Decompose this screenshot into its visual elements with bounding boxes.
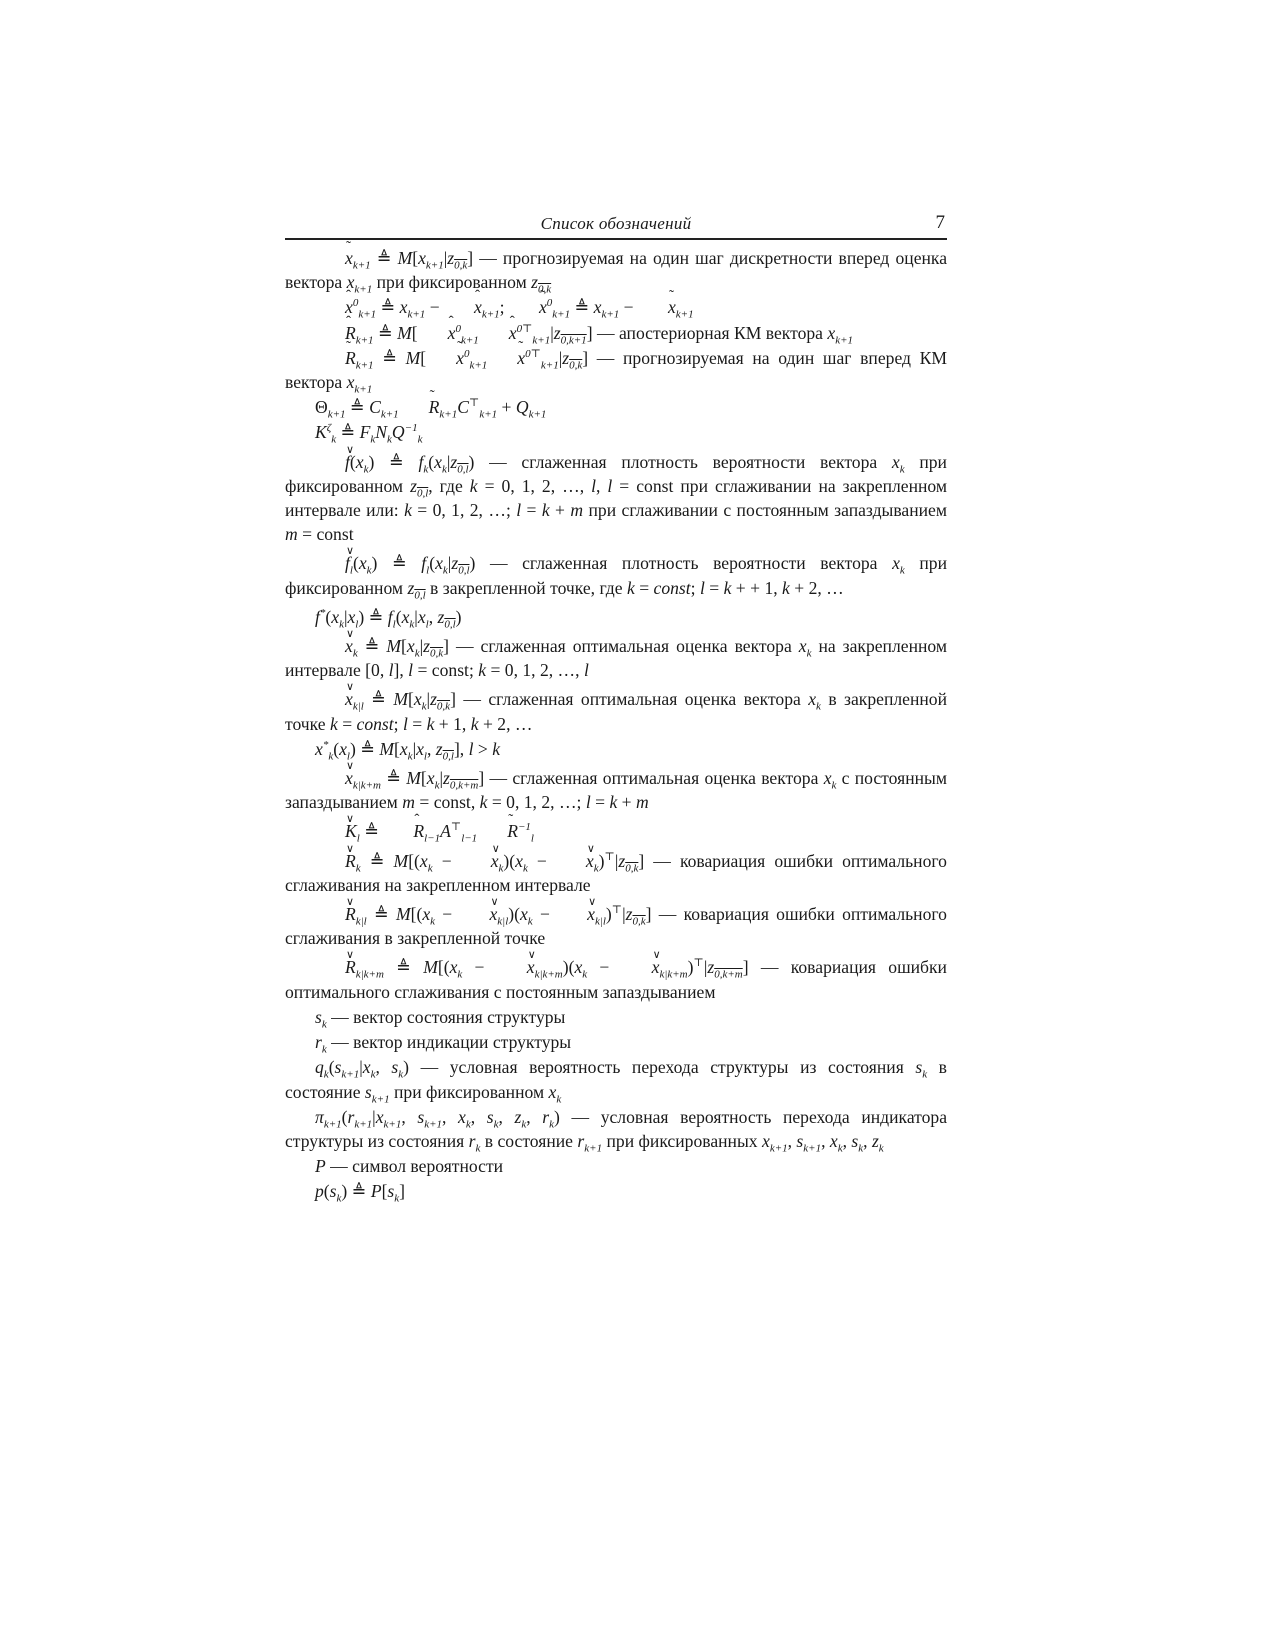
entry-text: в состояние bbox=[484, 1130, 573, 1151]
notation-entry: ∨ $R_{k|l}$ ≜ $M[(x_k$ − ∨ $x_{k|l})(x_k$ − ∨ $x_{k|l})^⊤|z_{0,k}$] — ковариация ошибки оптимального сглаживания в закрепленной точке bbox=[285, 902, 947, 950]
document-page bbox=[285, 214, 947, 1205]
page-number: 7 bbox=[935, 212, 945, 233]
notation-entry: $s_k$ — вектор состояния структуры bbox=[315, 1006, 566, 1031]
entry-text: в состояние bbox=[285, 1057, 947, 1102]
const-symbol: const bbox=[636, 475, 674, 496]
entry-text: — сглаженная плотность вероятности вектора bbox=[489, 451, 878, 472]
notation-entry: $\pi_{k+1}(r_{k+1}|x_{k+1}$, $s_{k+1}$, $x_k$, $s_k$, $z_k$, $r_k$) — условная вероятность перехода индикатора структуры из состояния $r_k$ в состояние $r_{k+1}$ при фиксированных $x_{k+1}$, $s_{k+1}$, $x_k$, $s_k$, $z_k$ bbox=[285, 1106, 948, 1155]
entry-text: при сглаживании с постоянным запаздыванием bbox=[588, 500, 947, 521]
entry-text: — условная вероятность перехода индикатора структуры из состояния bbox=[285, 1106, 948, 1151]
notation-entry: ∨ $x_{k|l}$ ≜ $M[x_k|z_{0,k}]$ — сглаженная оптимальная оценка вектора $x_k$ в закрепленной точке k = const; l = k + 1, k + 2, … bbox=[285, 687, 947, 735]
entry-text: при фиксированном bbox=[376, 272, 527, 293]
notation-entry: ∨ $f(x_k)$ ≜ $f_k(x_k|z_{0,l})$ — сглаженная плотность вероятности вектора $x_k$ при фиксированном $z_{0,l}$, где k = 0, 1, 2, …, l, l = const при сглаживании на закрепленном интервале или: k = 0, 1, 2, …; l = k + m при сглаживании с постоянным запаздыванием m = const bbox=[285, 450, 947, 547]
entry-text: — апостериорная КМ вектора bbox=[596, 322, 823, 343]
running-head bbox=[285, 214, 947, 240]
notation-entry: ˆ $x^0_{k+1}$ ≜ $x_{k+1}$ − ˆ $x_{k+1}$; ˜ $x^0_{k+1}$ ≜ $x_{k+1}$ − ˜ $x_{k+1}$ bbox=[285, 295, 947, 319]
entry-text: при фиксированном bbox=[285, 451, 947, 496]
entry-text: — символ вероятности bbox=[330, 1156, 504, 1177]
entry-text: — ковариация ошибки оптимального сглаживания с постоянным запаздыванием bbox=[285, 957, 947, 1002]
notation-entry: $\Theta_{k+1}$ ≜ $C_{k+1}˜$ $R_{k+1}C^⊤_{k+1} + Q_{k+1}$ bbox=[285, 395, 947, 419]
entry-text: — сглаженная оптимальная оценка вектора bbox=[455, 636, 792, 657]
entry-text: с постоянным запаздыванием bbox=[285, 768, 947, 813]
entry-text: — прогнозируемая на один шаг дискретности вперед оценка вектора bbox=[285, 248, 948, 293]
entry-text: — ковариация ошибки оптимального сглаживания в закрепленной точке bbox=[285, 904, 947, 949]
entry-text: в закрепленной точке, где bbox=[430, 577, 623, 598]
entry-text: — вектор состояния структуры bbox=[331, 1006, 566, 1027]
notation-entry: P — символ вероятности bbox=[315, 1156, 504, 1177]
entry-text: где bbox=[439, 475, 463, 496]
const-symbol: const bbox=[433, 792, 471, 813]
entry-text: в закрепленной точке bbox=[285, 689, 947, 734]
notation-entry: ˜ $x_{k+1}$ ≜ $M[x_{k+1}|z_{0,k}]$ — прогнозируемая на один шаг дискретности вперед оценка вектора $x_{k+1}$ при фиксированном $z_{0,k}$ bbox=[285, 246, 947, 294]
notation-entry: ˜ $R_{k+1}$ ≜ M[˜ $x^0_{k+1}˜$ $x^{0⊤}_{k+1}|z_{0,k}$] — прогнозируемая на один шаг вперед КМ вектора $x_{k+1}$ bbox=[285, 346, 947, 394]
entry-text: — сглаженная оптимальная оценка вектора bbox=[489, 768, 819, 789]
notation-entry: ∨ $x_k$ ≜ $M[x_k|z_{0,k}]$ — сглаженная оптимальная оценка вектора $x_k$ на закрепленном интервале [0, l], l = const; k = 0, 1, 2, …, l bbox=[285, 634, 947, 682]
entry-text: — вектор индикации структуры bbox=[331, 1032, 572, 1053]
entry-text: при фиксированном bbox=[394, 1081, 545, 1102]
entry-text: при фиксированных bbox=[606, 1130, 758, 1151]
entry-text: на закрепленном интервале bbox=[285, 636, 947, 681]
notation-entry: $K^\zeta_k$ ≜ $F_kN_kQ^{-1}_k$ bbox=[315, 422, 423, 446]
entry-text: — сглаженная оптимальная оценка вектора bbox=[463, 689, 801, 710]
entry-text: — сглаженная плотность вероятности вектора bbox=[489, 553, 878, 574]
notation-entry: ˆ $R_{k+1}$ ≜ M[ˆ $x^0_{k+1}ˆ$ $x^{0⊤}_{k+1}|z_{0,k+1}$] — апостериорная КМ вектора $x_{k+1}$ bbox=[285, 321, 947, 345]
notation-list bbox=[285, 246, 947, 1204]
const-symbol: const bbox=[316, 524, 354, 545]
entry-text: — прогнозируемая на один шаг вперед КМ вектора bbox=[285, 347, 948, 393]
notation-entry: ∨ $R_{k|k+m}$ ≜ $M[(x_k$ − ∨ $x_{k|k+m})(x_k$ − ∨ $x_{k|k+m})^⊤|z_{0,k+m}$] — ковариация ошибки оптимального сглаживания с постоянным запаздыванием bbox=[285, 955, 947, 1003]
notation-entry: $r_k$ — вектор индикации структуры bbox=[315, 1032, 572, 1056]
notation-entry: $p(s_k)$ ≜ $P[s_k]$ bbox=[315, 1181, 406, 1205]
notation-entry: $x^*_k(x_l)$ ≜ $M[x_k|x_l$, $z_{0,l}$], l > k bbox=[315, 738, 501, 763]
entry-text: при фиксированном bbox=[285, 553, 948, 598]
entry-text: — условная вероятность перехода структуры из состояния bbox=[420, 1057, 904, 1078]
entry-text: при сглаживании на закрепленном интервале или: bbox=[285, 475, 948, 521]
const-symbol: const bbox=[431, 660, 469, 681]
notation-entry: ∨ $f_l(x_k)$ ≜ $f_l(x_k|z_{0,l})$ — сглаженная плотность вероятности вектора $x_k$ при фиксированном $z_{0,l}$ в закрепленной точке, где k = const; l = k + + 1, k + 2, … bbox=[285, 551, 947, 599]
running-head-title: Список обозначений bbox=[540, 214, 692, 233]
notation-entry: ∨ $K_l$ ≜ ˆ $R_{l-1}A^⊤_{l-1}˜$ $R^{-1}_l$ bbox=[285, 819, 947, 843]
notation-entry: ∨ $R_k$ ≜ $M[(x_k$ − ∨ $x_k)(x_k$ − ∨ $x_k)^⊤|z_{0,k}$] — ковариация ошибки оптимального сглаживания на закрепленном интервале bbox=[285, 849, 947, 897]
notation-entry: ∨ $x_{k|k+m}$ ≜ $M[x_k|z_{0,k+m}]$ — сглаженная оптимальная оценка вектора $x_k$ с постоянным запаздыванием m = const, k = 0, 1, 2, …; l = k + m bbox=[285, 766, 947, 814]
notation-entry: $f^*(x_k|x_l)$ ≜ $f_l(x_k|x_l$, $z_{0,l}$) bbox=[315, 606, 462, 631]
notation-entry: $q_k(s_{k+1}|x_k$, $s_k$) — условная вероятность перехода структуры из состояния $s_k$ в состояние $s_{k+1}$ при фиксированном $x_k$ bbox=[285, 1057, 947, 1106]
entry-text: — ковариация ошибки оптимального сглаживания на закрепленном интервале bbox=[285, 850, 947, 895]
